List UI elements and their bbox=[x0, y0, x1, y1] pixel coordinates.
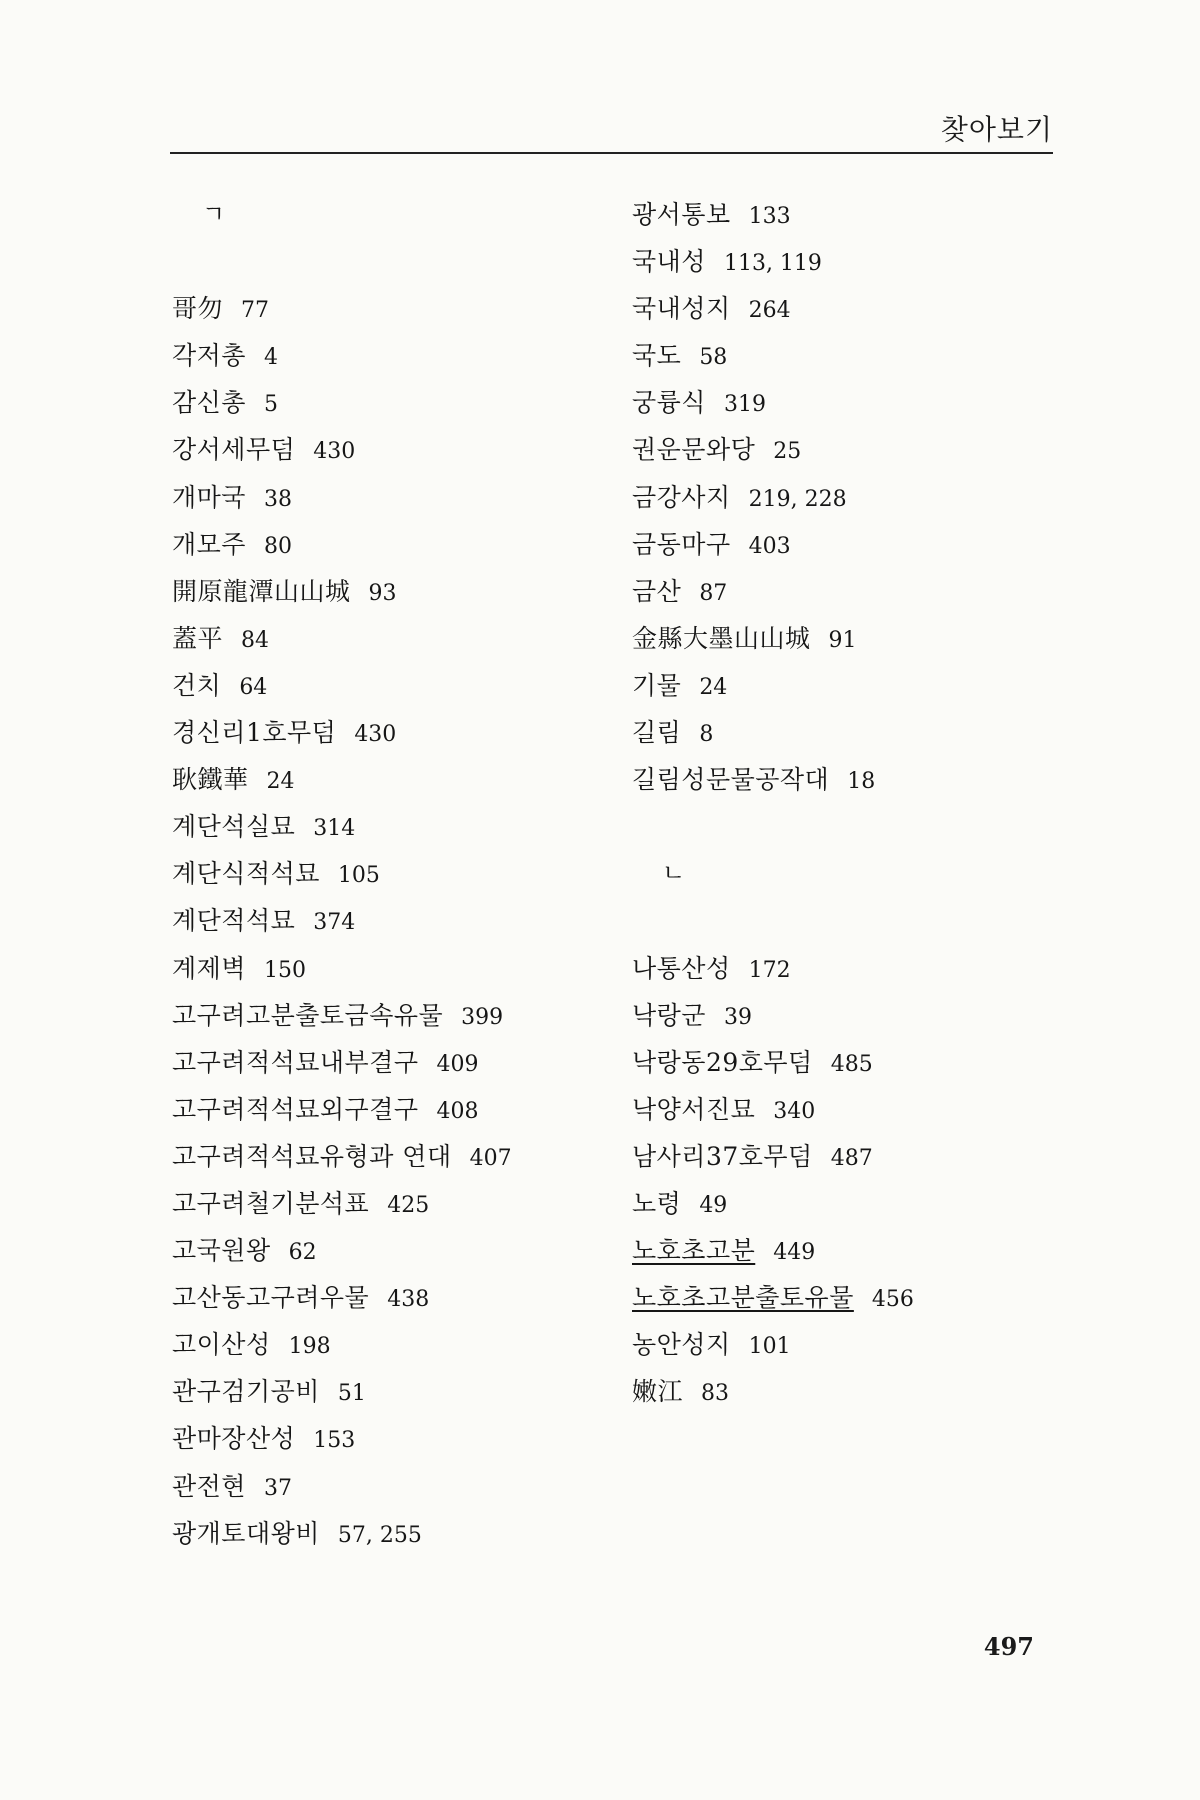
index-entry bbox=[632, 1274, 1052, 1321]
index-term: 관마장산성 bbox=[172, 1424, 296, 1454]
index-term: 금강사지 bbox=[632, 482, 731, 512]
index-term: 고구려적석묘유형과 연대 bbox=[172, 1141, 452, 1171]
index-entry bbox=[632, 191, 1052, 238]
index-entry bbox=[172, 1180, 592, 1227]
index-page-refs: 4 bbox=[263, 345, 278, 371]
index-page-refs: 51 bbox=[337, 1381, 366, 1407]
index-entry bbox=[172, 945, 592, 992]
index-term: 낙랑동29호무덤 bbox=[632, 1047, 813, 1077]
index-page-refs: 487 bbox=[830, 1145, 873, 1171]
index-entry bbox=[172, 662, 592, 709]
index-term: 광서통보 bbox=[632, 200, 731, 229]
index-page-refs: 24 bbox=[266, 769, 295, 795]
index-entry bbox=[632, 662, 1052, 709]
index-entry bbox=[632, 568, 1052, 615]
index-term: 궁륭식 bbox=[632, 388, 706, 418]
index-spacer bbox=[632, 803, 1052, 850]
index-term: 건치 bbox=[172, 670, 222, 700]
index-term: 낙랑군 bbox=[632, 1000, 706, 1030]
index-spacer bbox=[632, 897, 1052, 944]
index-term: 농안성지 bbox=[632, 1330, 731, 1360]
index-page-refs: 172 bbox=[748, 957, 791, 983]
index-page-refs: 153 bbox=[313, 1428, 356, 1454]
index-page-refs: 425 bbox=[387, 1192, 430, 1218]
index-page-refs: 37 bbox=[263, 1475, 292, 1501]
index-page-refs: 62 bbox=[288, 1240, 317, 1266]
index-term: 광개토대왕비 bbox=[172, 1518, 320, 1548]
index-page-refs: 403 bbox=[748, 533, 791, 559]
index-entry bbox=[172, 992, 592, 1039]
index-section-heading: ㄴ bbox=[662, 859, 686, 888]
index-entry bbox=[632, 521, 1052, 568]
index-spacer bbox=[172, 238, 592, 285]
index-page-refs: 24 bbox=[699, 674, 728, 700]
index-term: 노호초고분출토유물 bbox=[632, 1283, 854, 1313]
index-term: 길림성문물공작대 bbox=[632, 765, 830, 795]
index-entry bbox=[632, 474, 1052, 521]
index-entry bbox=[172, 1039, 592, 1086]
index-term: 국도 bbox=[632, 341, 682, 371]
index-page-refs: 8 bbox=[699, 722, 714, 748]
index-entry bbox=[172, 285, 592, 332]
index-column-right bbox=[632, 191, 1052, 1415]
index-entry bbox=[172, 1321, 592, 1368]
index-page-refs: 408 bbox=[436, 1098, 479, 1124]
index-term: 고구려철기분석표 bbox=[172, 1188, 370, 1218]
index-term: 계제벽 bbox=[172, 953, 246, 983]
index-entry bbox=[172, 1227, 592, 1274]
index-entry bbox=[172, 615, 592, 662]
index-page-refs: 80 bbox=[263, 533, 292, 559]
index-entry bbox=[172, 709, 592, 756]
index-term: 開原龍潭山山城 bbox=[172, 576, 351, 606]
index-term: 국내성지 bbox=[632, 294, 731, 324]
index-term: 관전현 bbox=[172, 1471, 246, 1501]
index-page-refs: 319 bbox=[723, 392, 766, 418]
index-column-left bbox=[172, 191, 592, 1557]
index-entry bbox=[172, 521, 592, 568]
index-page-refs: 84 bbox=[241, 627, 270, 653]
running-header: 찾아보기 bbox=[940, 113, 1053, 146]
index-entry bbox=[172, 756, 592, 803]
index-entry bbox=[632, 1180, 1052, 1227]
index-page-refs: 77 bbox=[241, 298, 270, 324]
index-term: 蓋平 bbox=[172, 623, 224, 653]
index-term: 계단식적석묘 bbox=[172, 859, 320, 889]
index-entry bbox=[632, 285, 1052, 332]
index-page-refs: 57, 255 bbox=[337, 1522, 422, 1548]
index-term: 각저총 bbox=[172, 341, 246, 371]
index-page-refs: 219, 228 bbox=[748, 486, 847, 512]
index-term: 노호초고분 bbox=[632, 1236, 756, 1266]
index-entry bbox=[172, 1510, 592, 1557]
index-entry bbox=[172, 1415, 592, 1462]
index-entry bbox=[172, 1274, 592, 1321]
index-page-refs: 38 bbox=[263, 486, 292, 512]
index-page-refs: 340 bbox=[773, 1098, 816, 1124]
index-term: 嫩江 bbox=[632, 1377, 684, 1407]
index-term: 낙양서진묘 bbox=[632, 1094, 756, 1124]
index-section-heading: ㄱ bbox=[202, 200, 226, 228]
index-entry bbox=[172, 1463, 592, 1510]
index-term: 권운문와당 bbox=[632, 435, 756, 465]
index-term: 경신리1호무덤 bbox=[172, 718, 337, 748]
index-term: 哥勿 bbox=[172, 294, 224, 324]
index-page-refs: 485 bbox=[830, 1051, 873, 1077]
index-term: 금동마구 bbox=[632, 529, 731, 559]
index-page-refs: 58 bbox=[699, 345, 728, 371]
index-term: 개마국 bbox=[172, 482, 246, 512]
index-term: 감신총 bbox=[172, 388, 246, 418]
index-term: 강서세무덤 bbox=[172, 435, 296, 465]
index-page-refs: 18 bbox=[847, 769, 876, 795]
index-page-refs: 430 bbox=[354, 722, 397, 748]
index-page-refs: 430 bbox=[313, 439, 356, 465]
index-entry bbox=[632, 992, 1052, 1039]
index-term: 노령 bbox=[632, 1188, 682, 1218]
index-page-refs: 314 bbox=[313, 816, 356, 842]
index-page-refs: 49 bbox=[699, 1192, 728, 1218]
index-page-refs: 87 bbox=[699, 580, 728, 606]
index-entry bbox=[632, 332, 1052, 379]
index-entry bbox=[172, 1086, 592, 1133]
index-term: 金縣大墨山山城 bbox=[632, 623, 811, 653]
index-page-refs: 113, 119 bbox=[723, 251, 822, 277]
index-entry bbox=[632, 1086, 1052, 1133]
index-term: 고국원왕 bbox=[172, 1236, 271, 1266]
index-page-refs: 83 bbox=[701, 1381, 730, 1407]
index-entry bbox=[632, 1039, 1052, 1086]
index-page-refs: 105 bbox=[337, 863, 380, 889]
index-page-refs: 101 bbox=[748, 1334, 791, 1360]
index-term: 고산동고구려우물 bbox=[172, 1283, 370, 1313]
index-entry bbox=[632, 615, 1052, 662]
index-entry bbox=[172, 1368, 592, 1415]
index-term: 개모주 bbox=[172, 529, 246, 559]
index-page-refs: 456 bbox=[871, 1287, 914, 1313]
index-page-refs: 399 bbox=[461, 1004, 504, 1030]
index-entry bbox=[172, 332, 592, 379]
index-entry bbox=[632, 1133, 1052, 1180]
index-page-refs: 198 bbox=[288, 1334, 331, 1360]
index-page-refs: 91 bbox=[828, 627, 857, 653]
index-term: 남사리37호무덤 bbox=[632, 1141, 813, 1171]
index-page-refs: 25 bbox=[773, 439, 802, 465]
index-page-refs: 264 bbox=[748, 298, 791, 324]
index-entry bbox=[632, 1368, 1052, 1415]
index-page-refs: 64 bbox=[239, 674, 268, 700]
index-term: 나통산성 bbox=[632, 953, 731, 983]
index-page-refs: 150 bbox=[263, 957, 306, 983]
index-entry bbox=[172, 379, 592, 426]
index-entry bbox=[172, 803, 592, 850]
index-term: 기물 bbox=[632, 670, 682, 700]
index-page-refs: 374 bbox=[313, 910, 356, 936]
index-term: 고이산성 bbox=[172, 1330, 271, 1360]
header-rule bbox=[170, 152, 1053, 154]
index-term: 계단석실묘 bbox=[172, 812, 296, 842]
index-term: 계단적석묘 bbox=[172, 906, 296, 936]
index-page-refs: 407 bbox=[469, 1145, 512, 1171]
index-entry bbox=[172, 897, 592, 944]
index-entry bbox=[172, 474, 592, 521]
index-page-refs: 409 bbox=[436, 1051, 479, 1077]
index-entry bbox=[632, 238, 1052, 285]
index-entry bbox=[632, 945, 1052, 992]
index-entry bbox=[172, 568, 592, 615]
index-entry bbox=[172, 850, 592, 897]
index-term: 고구려적석묘내부결구 bbox=[172, 1047, 419, 1077]
index-entry bbox=[632, 756, 1052, 803]
index-entry bbox=[172, 426, 592, 473]
index-term: 고구려적석묘외구결구 bbox=[172, 1094, 419, 1124]
index-term: 耿鐵華 bbox=[172, 765, 249, 795]
page-number: 497 bbox=[983, 1632, 1034, 1661]
index-term: 국내성 bbox=[632, 247, 706, 277]
index-entry bbox=[632, 1227, 1052, 1274]
index-entry bbox=[632, 379, 1052, 426]
index-page-refs: 133 bbox=[748, 204, 791, 229]
index-term: 관구검기공비 bbox=[172, 1377, 320, 1407]
index-page-refs: 39 bbox=[723, 1004, 752, 1030]
index-page-refs: 438 bbox=[387, 1287, 430, 1313]
index-entry bbox=[632, 1321, 1052, 1368]
index-term: 금산 bbox=[632, 576, 682, 606]
index-term: 고구려고분출토금속유물 bbox=[172, 1000, 444, 1030]
index-entry bbox=[172, 1133, 592, 1180]
index-page-refs: 93 bbox=[368, 580, 397, 606]
index-entry bbox=[632, 709, 1052, 756]
index-term: 길림 bbox=[632, 718, 682, 748]
index-page-refs: 5 bbox=[263, 392, 278, 418]
index-entry bbox=[632, 426, 1052, 473]
index-page-refs: 449 bbox=[773, 1240, 816, 1266]
